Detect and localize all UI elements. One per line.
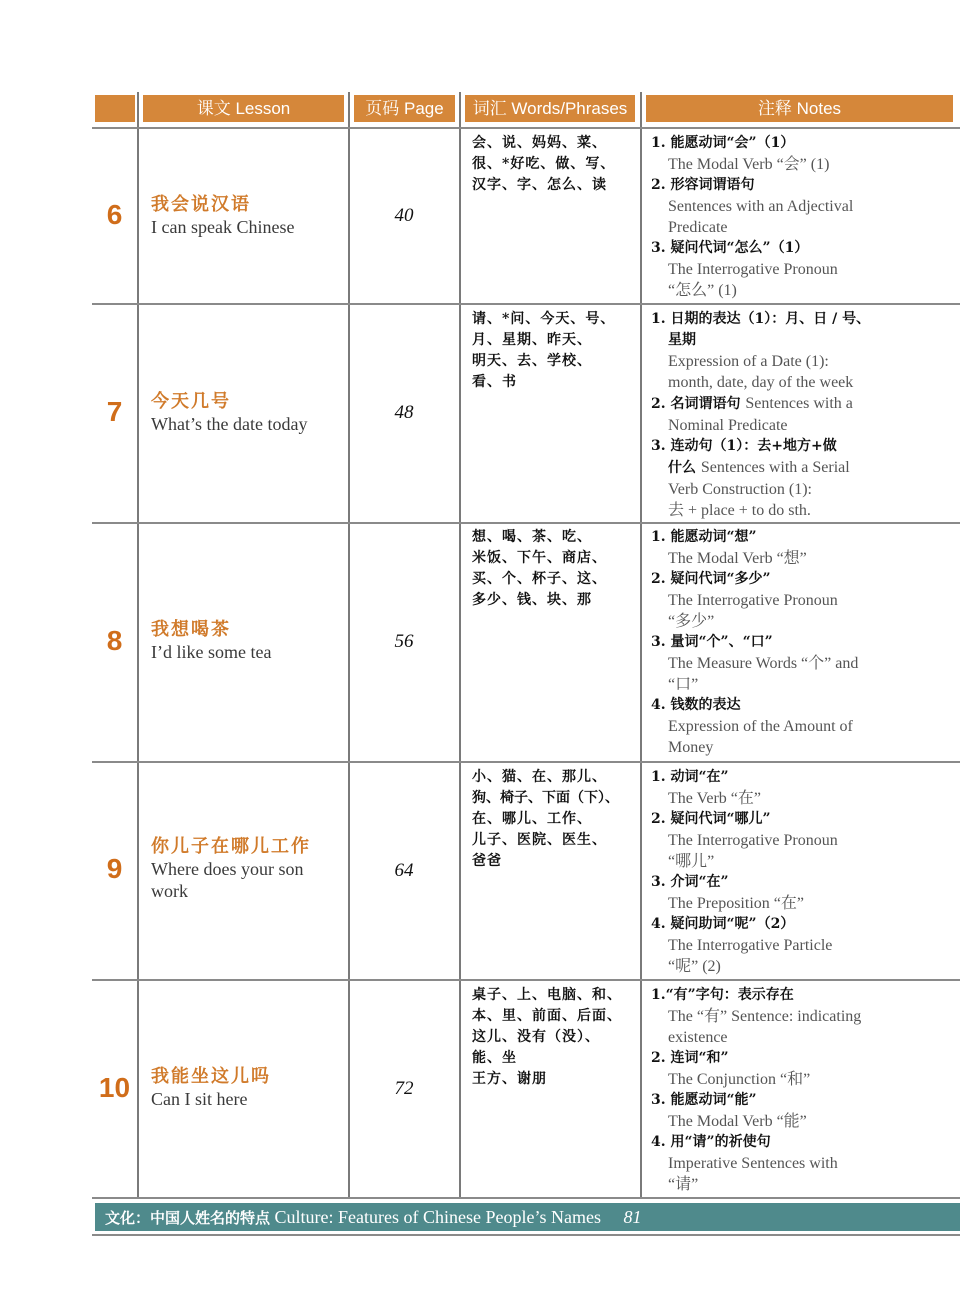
note-heading: 4. 用“请”的祈使句 (651, 1134, 771, 1150)
header-page: 页码 Page (354, 95, 455, 122)
lesson-words (472, 309, 637, 393)
note-text: The Interrogative Particle (668, 937, 833, 954)
lesson-number: 9 (106, 853, 123, 884)
lesson-title (151, 391, 341, 435)
lesson-title-en: Can I sit here (151, 1089, 248, 1109)
lesson-title-en: I’d like some tea (151, 642, 272, 662)
words-line: 请、*问、今天、号、 (472, 311, 616, 327)
words-line: 米饭、下午、商店、 (472, 550, 607, 566)
words-line: 看、书 (472, 374, 517, 390)
note-heading (651, 393, 956, 415)
note-text: The Conjunction “和” (668, 1071, 811, 1088)
lesson-page: 72 (394, 1078, 414, 1099)
header-notes: 注释 Notes (646, 95, 953, 122)
note-text: “哪儿” (668, 853, 715, 870)
lesson-words (472, 527, 637, 611)
note-text: The “有” Sentence: indicating (668, 1008, 862, 1025)
note-heading: 4. 疑问助词“呢”（2） (651, 916, 795, 932)
lesson-number: 8 (106, 625, 123, 656)
note-heading: 2. 形容词谓语句 (651, 177, 755, 193)
note-text: The Preposition “在” (668, 895, 804, 912)
words-line: 这儿、没有（没）、 (472, 1029, 600, 1045)
grid-line (137, 92, 139, 1198)
culture-page: 81 (623, 1207, 642, 1227)
note-text: Sentences with a Serial (700, 459, 850, 476)
header-number-cell (95, 95, 135, 122)
words-line: 桌子、上、电脑、和、 (472, 987, 622, 1003)
lesson-title-cn: 今天几号 (151, 391, 231, 412)
lesson-title-en: What’s the date today (151, 414, 308, 434)
lesson-title-en: Where does your son work (151, 859, 304, 901)
note-heading: 星期 (668, 332, 696, 348)
lesson-page: 40 (394, 205, 414, 226)
note-text: Verb Construction (1): (668, 481, 812, 498)
words-line: 买、个、杯子、这、 (472, 571, 607, 587)
lesson-page: 64 (394, 860, 414, 881)
note-heading: 4. 钱数的表达 (651, 697, 741, 713)
lesson-title (151, 836, 341, 902)
note-text: The Modal Verb “会” (1) (668, 156, 830, 173)
note-text: The Modal Verb “能” (668, 1113, 807, 1130)
note-heading: 3. 介词“在” (651, 874, 729, 890)
grid-line (92, 522, 960, 524)
note-text: “怎么” (1) (668, 282, 737, 299)
note-text: Predicate (668, 219, 728, 236)
note-heading-cn: 什么 (668, 460, 696, 476)
words-line: 本、里、前面、后面、 (472, 1008, 622, 1024)
lesson-number: 6 (106, 199, 123, 230)
header-words: 词汇 Words/Phrases (465, 95, 635, 122)
note-text: Expression of the Amount of (668, 718, 853, 735)
words-line: 王方、谢朋 (472, 1071, 547, 1087)
grid-line (640, 92, 642, 1198)
grid-line (92, 979, 960, 981)
note-heading: 3. 量词“个”、“口” (651, 634, 773, 650)
note-text: existence (668, 1029, 728, 1046)
note-text: The Verb “在” (668, 790, 762, 807)
lesson-notes (651, 767, 956, 977)
lesson-notes (651, 527, 956, 758)
note-heading: 3. 能愿动词“能” (651, 1092, 757, 1108)
note-text: The Interrogative Pronoun (668, 592, 838, 609)
note-heading: 1. 动词“在” (651, 769, 729, 785)
note-text: “多少” (668, 613, 715, 630)
note-text: The Interrogative Pronoun (668, 261, 838, 278)
note-heading: 3. 连动句（1）：去+地方+做 (651, 438, 837, 454)
lesson-words (472, 985, 637, 1090)
lesson-number: 10 (98, 1072, 131, 1103)
note-text: “口” (668, 676, 699, 693)
words-line: 会、说、妈妈、菜、 (472, 135, 607, 151)
note-text: “呢” (2) (668, 958, 721, 975)
note-heading: 1. 能愿动词“想” (651, 529, 757, 545)
note-heading: 1. 日期的表达（1）：月、日 / 号、 (651, 311, 871, 327)
grid-line (459, 92, 461, 1198)
lesson-title-cn: 我会说汉语 (151, 194, 251, 215)
lesson-title (151, 1066, 341, 1110)
note-heading: 1.“有”字句：表示存在 (651, 987, 794, 1003)
note-heading (651, 457, 956, 479)
lesson-title (151, 194, 341, 238)
grid-line (92, 1197, 960, 1199)
lesson-words (472, 767, 637, 872)
culture-title-cn: 文化：中国人姓名的特点 (105, 1209, 271, 1227)
words-line: 想、喝、茶、吃、 (472, 529, 592, 545)
words-line: 多少、钱、块、那 (472, 592, 592, 608)
lesson-notes (651, 985, 956, 1195)
note-heading: 2. 疑问代词“多少” (651, 571, 771, 587)
words-line: 在、哪儿、工作、 (472, 811, 592, 827)
lesson-page: 56 (394, 631, 414, 652)
note-heading: 2. 连词“和” (651, 1050, 729, 1066)
header-lesson: 课文 Lesson (143, 95, 344, 122)
note-text: Imperative Sentences with (668, 1155, 838, 1172)
words-line: 狗、椅子、下面（下）、 (472, 790, 619, 806)
words-line: 汉字、字、怎么、读 (472, 177, 607, 193)
note-text: 去 + place + to do sth. (668, 502, 811, 519)
lesson-notes (651, 309, 956, 521)
lesson-title-cn: 我想喝茶 (151, 619, 231, 640)
culture-footer-bar (95, 1203, 960, 1231)
lesson-page: 48 (394, 402, 414, 423)
culture-title-en: Culture: Features of Chinese People’s Names (274, 1207, 601, 1227)
note-heading: 2. 疑问代词“哪儿” (651, 811, 771, 827)
lesson-title-cn: 你儿子在哪儿工作 (151, 836, 311, 857)
note-text: The Modal Verb “想” (668, 550, 807, 567)
note-text: Money (668, 739, 714, 756)
words-line: 儿子、医院、医生、 (472, 832, 607, 848)
grid-line (92, 1234, 960, 1236)
words-line: 能、坐 (472, 1050, 517, 1066)
words-line: 很、*好吃、做、写、 (472, 156, 616, 172)
note-text: month, date, day of the week (668, 374, 854, 391)
words-line: 月、星期、昨天、 (472, 332, 592, 348)
note-text: The Measure Words “个” and (668, 655, 859, 672)
note-text: Expression of a Date (1): (668, 353, 829, 370)
note-heading: 3. 疑问代词“怎么”（1） (651, 240, 809, 256)
note-text: The Interrogative Pronoun (668, 832, 838, 849)
words-line: 小、猫、在、那儿、 (472, 769, 607, 785)
lesson-title-cn: 我能坐这儿吗 (151, 1066, 271, 1087)
grid-line (92, 761, 960, 763)
note-heading: 1. 能愿动词“会”（1） (651, 135, 795, 151)
note-heading-cn: 2. 名词谓语句 (651, 396, 741, 412)
note-text: Sentences with an Adjectival (668, 198, 854, 215)
note-text: Sentences with a (745, 395, 853, 412)
note-text: Nominal Predicate (668, 417, 788, 434)
note-text: “请” (668, 1176, 699, 1193)
words-line: 爸爸 (472, 853, 502, 869)
lesson-words (472, 133, 637, 196)
lesson-title (151, 619, 341, 663)
grid-line (92, 127, 960, 129)
grid-line (92, 303, 960, 305)
lesson-number: 7 (106, 396, 123, 427)
lesson-notes (651, 133, 956, 301)
lesson-title-en: I can speak Chinese (151, 217, 295, 237)
words-line: 明天、去、学校、 (472, 353, 592, 369)
